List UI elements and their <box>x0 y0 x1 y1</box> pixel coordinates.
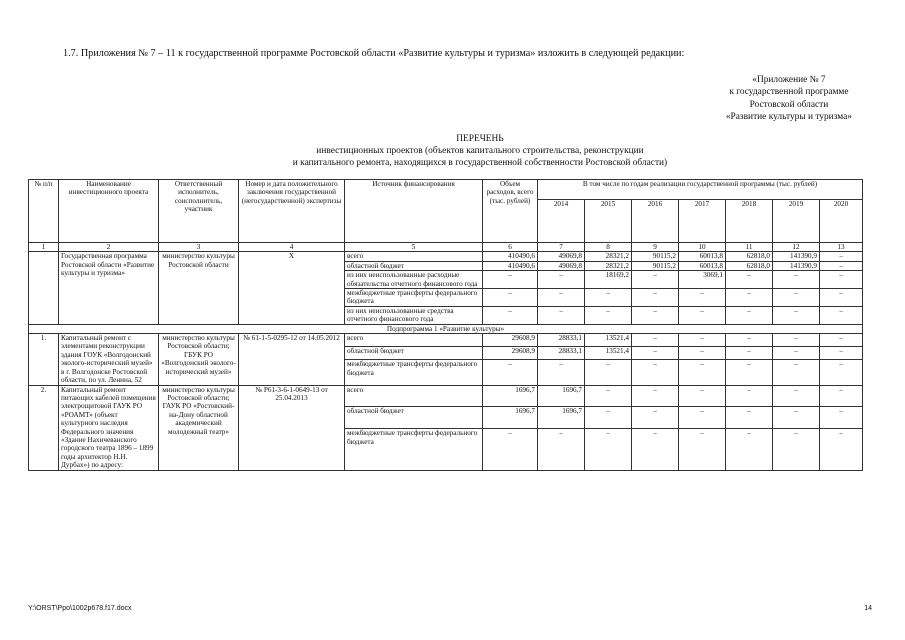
year-value: – <box>726 334 773 347</box>
header-years-group: В том числе по годам реализации государственной программы (тыс. рублей) <box>538 180 863 200</box>
responsible-executor: министерство культуры Ростовской области <box>159 252 239 324</box>
year-value: – <box>679 360 726 385</box>
column-number: 6 <box>483 243 538 252</box>
year-value: – <box>679 429 726 470</box>
year-value: – <box>632 289 679 307</box>
header-source: Источник финансирования <box>345 180 483 243</box>
funding-source: всего <box>345 252 483 261</box>
subprogram-title: Подпрограмма 1 «Развитие культуры» <box>29 324 863 333</box>
total-volume: 410490,6 <box>483 252 538 261</box>
column-number: 5 <box>345 243 483 252</box>
total-volume: – <box>483 289 538 307</box>
total-volume: 1696,7 <box>483 407 538 429</box>
title-line: инвестиционных проектов (объектов капитального строительства, реконструкции <box>316 145 644 156</box>
column-number: 8 <box>585 243 632 252</box>
column-number: 13 <box>820 243 863 252</box>
column-number: 11 <box>726 243 773 252</box>
subprogram-row <box>29 324 863 333</box>
year-value: 13521,4 <box>585 347 632 360</box>
title-line: и капитального ремонта, находящихся в государственной собственности Ростовской области) <box>292 157 668 168</box>
funding-source: всего <box>345 385 483 407</box>
year-value: – <box>820 306 863 324</box>
total-volume: – <box>483 360 538 385</box>
year-value: 90115,2 <box>632 261 679 270</box>
year-value: – <box>773 289 820 307</box>
funding-source: всего <box>345 334 483 347</box>
year-value: – <box>773 347 820 360</box>
appendix-line: «Приложение № 7 <box>752 75 826 85</box>
year-value: – <box>820 289 863 307</box>
header-year: 2019 <box>773 200 820 243</box>
year-value: – <box>679 334 726 347</box>
year-value: – <box>773 306 820 324</box>
year-value: – <box>726 429 773 470</box>
year-value: – <box>538 429 585 470</box>
funding-source: из них неиспользованные средства отчетного финансового года <box>345 306 483 324</box>
total-volume: 410490,6 <box>483 261 538 270</box>
year-value: – <box>538 360 585 385</box>
year-value: – <box>726 271 773 289</box>
year-value: 1696,7 <box>538 385 585 407</box>
year-value: – <box>820 429 863 470</box>
year-value: – <box>679 385 726 407</box>
year-value: – <box>632 306 679 324</box>
header-volume: Объем расходов, всего (тыс. рублей) <box>483 180 538 243</box>
year-value: – <box>726 306 773 324</box>
year-value: – <box>632 271 679 289</box>
funding-source: областной бюджет <box>345 261 483 270</box>
document-title <box>140 134 820 169</box>
column-number: 7 <box>538 243 585 252</box>
total-volume: – <box>483 306 538 324</box>
header-year: 2018 <box>726 200 773 243</box>
year-value: – <box>726 347 773 360</box>
year-value: – <box>820 252 863 261</box>
year-value: – <box>773 360 820 385</box>
header-year: 2014 <box>538 200 585 243</box>
year-value: – <box>632 385 679 407</box>
year-value: 28321,2 <box>585 252 632 261</box>
year-value: – <box>538 289 585 307</box>
column-number: 4 <box>239 243 345 252</box>
year-value: – <box>679 306 726 324</box>
year-value: 141390,9 <box>773 252 820 261</box>
year-value: – <box>632 429 679 470</box>
year-value: – <box>773 334 820 347</box>
year-value: – <box>679 407 726 429</box>
expertise-conclusion: № 61-1-5-0295-12 от 14.05.2012 <box>239 334 345 385</box>
table-row <box>29 334 863 347</box>
header-year: 2017 <box>679 200 726 243</box>
column-number: 2 <box>59 243 159 252</box>
year-value: – <box>538 306 585 324</box>
year-value: 28833,1 <box>538 347 585 360</box>
year-value: – <box>773 407 820 429</box>
project-name: Капитальный ремонт с элементами реконструкции здания ГОУК «Волгодонский эколого-исторический музей» в г. Волгодонске Ростовской области, по ул. Ленина, 52 <box>59 334 159 385</box>
footer-file-path: Y:\ORST\Ppo\1002p678.f17.docx <box>28 605 132 612</box>
responsible-executor: министерство культуры Ростовской области; ГАУК РО «Ростовский-на-Дону областной академический молодежный театр» <box>159 385 239 470</box>
appendix-line: «Развитие культуры и туризма» <box>725 111 852 122</box>
column-number-row <box>29 243 863 252</box>
year-value: – <box>632 347 679 360</box>
year-value: – <box>632 334 679 347</box>
year-value: 28321,2 <box>585 261 632 270</box>
row-number <box>29 252 59 324</box>
funding-source: областной бюджет <box>345 407 483 429</box>
total-volume: 29608,9 <box>483 334 538 347</box>
year-value: 28833,1 <box>538 334 585 347</box>
appendix-caption <box>726 74 852 123</box>
year-value: – <box>585 429 632 470</box>
header-name: Наименование инвестиционного проекта <box>59 180 159 243</box>
year-value: – <box>773 271 820 289</box>
year-value: 18169,2 <box>585 271 632 289</box>
year-value: – <box>585 289 632 307</box>
year-value: 13521,4 <box>585 334 632 347</box>
column-number: 1 <box>29 243 59 252</box>
year-value: 49069,8 <box>538 261 585 270</box>
investment-projects-table <box>28 179 863 471</box>
year-value: – <box>679 347 726 360</box>
row-number: 1. <box>29 334 59 385</box>
column-number: 9 <box>632 243 679 252</box>
total-volume: – <box>483 271 538 289</box>
header-doc: Номер и дата положительного заключения государственной (негосударственной) экспертизы <box>239 180 345 243</box>
column-number: 12 <box>773 243 820 252</box>
year-value: – <box>726 407 773 429</box>
year-value: – <box>726 385 773 407</box>
header-num: № п/п <box>29 180 59 243</box>
funding-source: из них неиспользованные расходные обязательства отчетного финансового года <box>345 271 483 289</box>
total-volume: 29608,9 <box>483 347 538 360</box>
year-value: – <box>820 271 863 289</box>
year-value: – <box>538 271 585 289</box>
year-value: – <box>773 385 820 407</box>
year-value: 90115,2 <box>632 252 679 261</box>
project-name: Государственная программа Ростовской области «Развитие культуры и туризма» <box>59 252 159 324</box>
intro-text: 1.7. Приложения № 7 – 11 к государственной программе Ростовской области «Развитие культуры и туризма» изложить в следующей редакции: <box>63 48 685 59</box>
year-value: – <box>820 261 863 270</box>
year-value: – <box>726 289 773 307</box>
year-value: 3069,1 <box>679 271 726 289</box>
expertise-conclusion: № Р61-3-6-1-0649-13 от 25.04.2013 <box>239 385 345 470</box>
title-heading: ПЕРЕЧЕНЬ <box>456 134 504 144</box>
table-row <box>29 252 863 261</box>
funding-source: межбюджетные трансферты федерального бюджета <box>345 289 483 307</box>
year-value: 62818,0 <box>726 252 773 261</box>
year-value: 62818,0 <box>726 261 773 270</box>
year-value: 60013,8 <box>679 261 726 270</box>
year-value: – <box>820 347 863 360</box>
total-volume: – <box>483 429 538 470</box>
column-number: 10 <box>679 243 726 252</box>
year-value: – <box>585 360 632 385</box>
year-value: – <box>820 385 863 407</box>
total-volume: 1696,7 <box>483 385 538 407</box>
year-value: – <box>820 407 863 429</box>
project-name: Капитальный ремонт питающих кабелей помещения электрощитовой ГАУК РО «РОАМТ» (объект культурного наследия Федерального значения «Здание Нахичеванского городского театра 1896 – 1899 годы архитектор Н.Н. Дурбах») по адресу: <box>59 385 159 470</box>
year-value: – <box>820 360 863 385</box>
year-value: – <box>585 407 632 429</box>
column-number: 3 <box>159 243 239 252</box>
year-value: – <box>726 360 773 385</box>
year-value: – <box>632 407 679 429</box>
appendix-line: Ростовской области <box>749 99 829 110</box>
funding-source: межбюджетные трансферты федерального бюджета <box>345 429 483 470</box>
year-value: – <box>585 306 632 324</box>
table-row <box>29 385 863 407</box>
header-year: 2015 <box>585 200 632 243</box>
appendix-line: к государственной программе <box>729 87 849 98</box>
funding-source: областной бюджет <box>345 347 483 360</box>
header-row <box>29 180 863 200</box>
year-value: 1696,7 <box>538 407 585 429</box>
header-year: 2020 <box>820 200 863 243</box>
funding-source: межбюджетные трансферты федерального бюджета <box>345 360 483 385</box>
header-year: 2016 <box>632 200 679 243</box>
year-value: – <box>632 360 679 385</box>
responsible-executor: министерство культуры Ростовской области; ГБУК РО «Волгодонский эколого-исторический музей» <box>159 334 239 385</box>
year-value: – <box>773 429 820 470</box>
header-resp: Ответственный исполнитель, соисполнитель, участник <box>159 180 239 243</box>
year-value: 141390,9 <box>773 261 820 270</box>
year-value: – <box>585 385 632 407</box>
year-value: – <box>679 289 726 307</box>
page-number: 14 <box>864 605 872 612</box>
year-value: 60013,8 <box>679 252 726 261</box>
year-value: – <box>820 334 863 347</box>
year-value: 49069,8 <box>538 252 585 261</box>
expertise-conclusion: Х <box>239 252 345 324</box>
row-number: 2. <box>29 385 59 470</box>
